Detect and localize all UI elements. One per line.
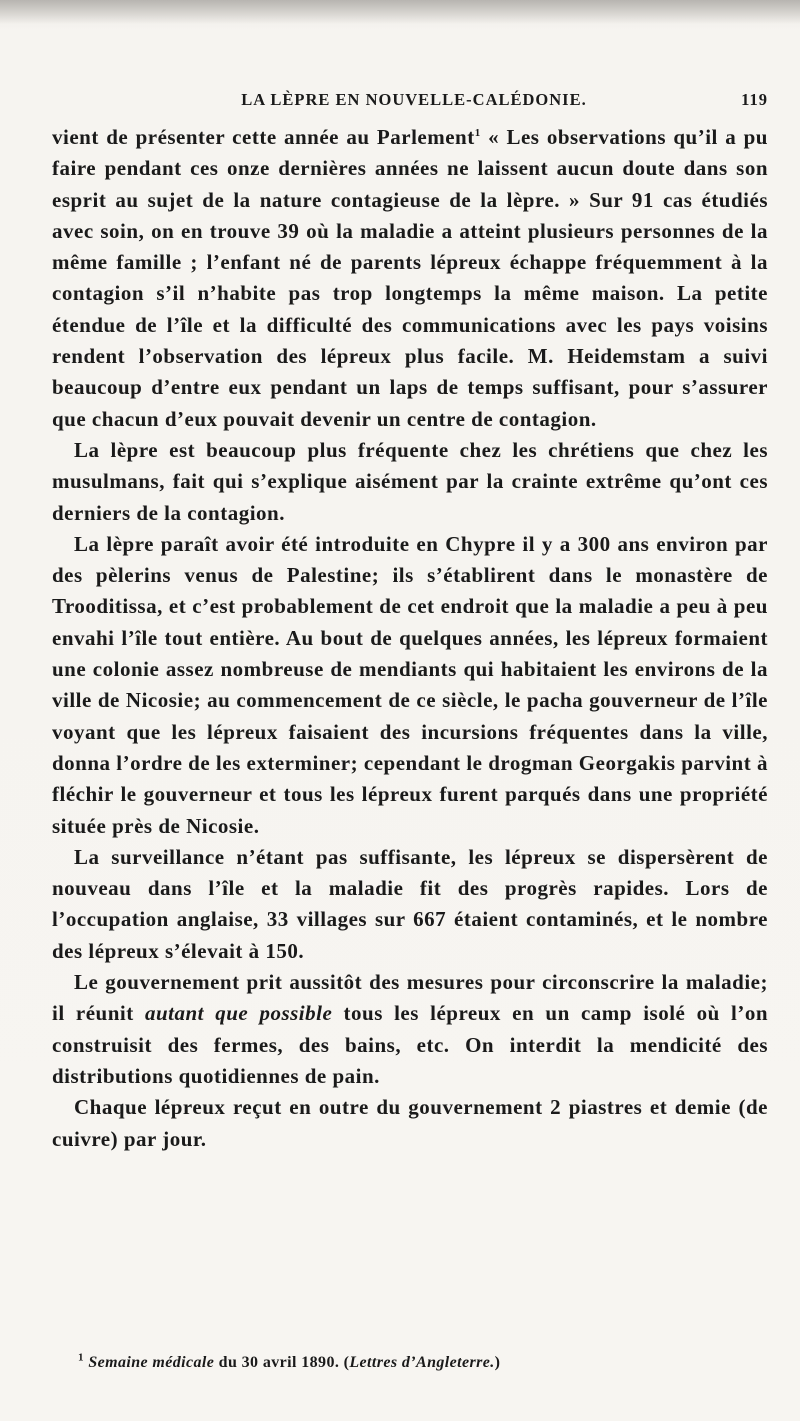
footnote-source: Lettres d’Angleterre.: [349, 1354, 495, 1371]
paragraph-text: Chaque lépreux reçut en outre du gouvernement 2 piastres et demie (de cuivre) par jour.: [52, 1095, 768, 1151]
paragraph: [52, 435, 768, 529]
footnote-close: ): [494, 1354, 501, 1371]
footnote: [78, 1351, 768, 1372]
emphasis-text: autant que possible: [144, 1001, 333, 1026]
footnote-text: du 30 avril 1890. (: [214, 1354, 350, 1371]
footnote-marker: 1: [78, 1351, 84, 1364]
body-text: [52, 122, 768, 1155]
paragraph: [52, 967, 768, 1092]
paragraph-text: La lèpre est beaucoup plus fréquente chez les chrétiens que chez les musulmans, fait qui s’explique aisément par la crainte extrême qu’ont ces derniers de la contagion.: [52, 437, 768, 525]
page-number: 119: [741, 90, 768, 109]
running-title: LA LÈPRE EN NOUVELLE-CALÉDONIE.: [241, 90, 587, 109]
running-header: [60, 90, 768, 112]
paragraph-text: « Les observations qu’il a pu faire pendant ces onze dernières années ne laissent aucun doute dans son esprit au sujet de la nature contagieuse de la lèpre. » Sur 91 cas étudiés avec soin, on en trouve 39 où la maladie a atteint plusieurs personnes de la même famille ; l’enfant né de parents lépreux échappe fréquemment à la contagion s’il n’habite pas trop longtemps la même maison. La petite étendue de l’île et la difficulté des communications avec les pays voisins rendent l’observation des lépreux plus facile. M. Heidemstam a suivi beaucoup d’entre eux pendant un laps de temps suffisant, pour s’assurer que chacun d’eux pouvait devenir un centre de contagion.: [52, 125, 768, 431]
paragraph: [52, 1092, 768, 1155]
footnote-journal: Semaine médicale: [88, 1354, 215, 1371]
paragraph-text: La lèpre paraît avoir été introduite en Chypre il y a 300 ans environ par des pèlerins venus de Palestine; ils s’établirent dans le monastère de Trooditissa, et c’est probablement de cet endroit que la maladie a peu à peu envahi l’île tout entière. Au bout de quelques années, les lépreux formaient une colonie assez nombreuse de mendiants qui habitaient les environs de la ville de Nicosie; au commencement de ce siècle, le pacha gouverneur de l’île voyant que les lépreux faisaient des incursions fréquentes dans la ville, donna l’ordre de les exterminer; cependant le drogman Georgakis parvint à fléchir le gouverneur et tous les lépreux furent parqués dans une propriété située près de Nicosie.: [52, 531, 768, 838]
paragraph-text: vient de présenter cette année au Parlement: [52, 125, 475, 149]
footnote-reference: 1: [474, 127, 481, 139]
paragraph: [52, 529, 768, 842]
paragraph-text: La surveillance n’étant pas suffisante, les lépreux se dispersèrent de nouveau dans l’île et la maladie fit des progrès rapides. Lors de l’occupation anglaise, 33 villages sur 667 étaient contaminés, et le nombre des lépreux s’élevait à 150.: [52, 844, 768, 963]
paragraph: [52, 122, 768, 435]
paragraph-text: tous les lépreux en un camp isolé où l’on construisit des fermes, des bains, etc. On interdit la mendicité des distributions quotidiennes de pain.: [52, 1001, 769, 1088]
scan-edge-shadow: [0, 0, 800, 24]
paragraph-text: Le gouvernement prit aussitôt des mesures pour circonscrire la maladie; il réunit: [52, 970, 768, 1026]
paragraph: [52, 842, 768, 967]
